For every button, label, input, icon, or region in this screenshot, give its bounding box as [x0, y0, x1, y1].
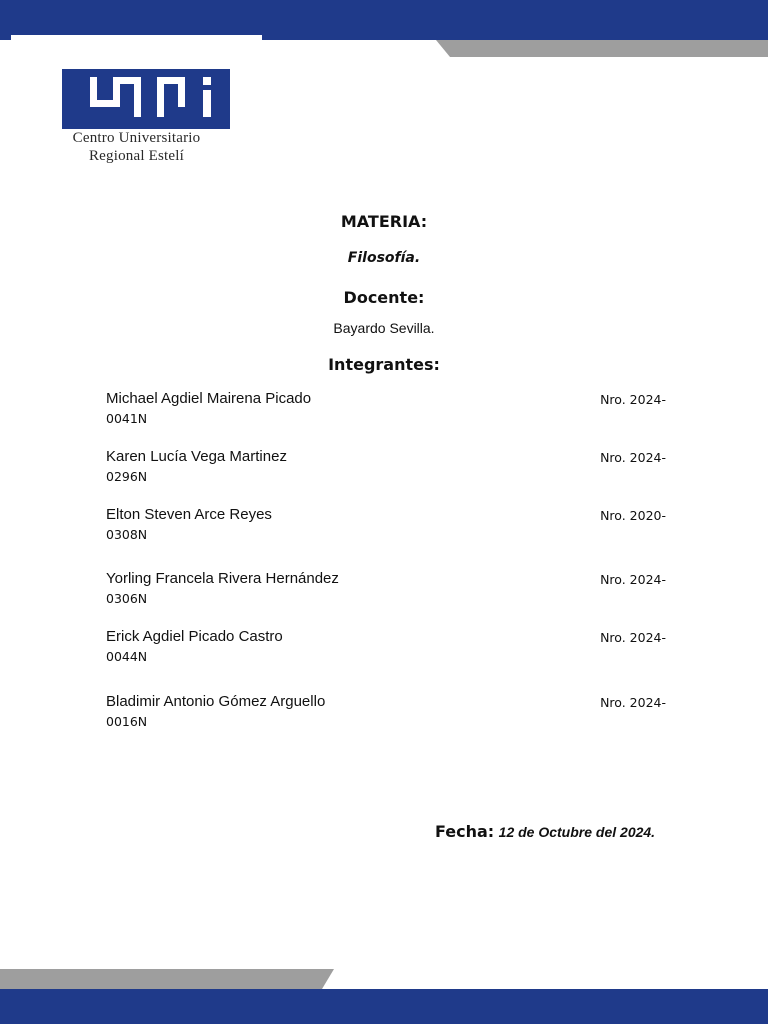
- member-name: Elton Steven Arce Reyes: [106, 506, 272, 523]
- member-name: Bladimir Antonio Gómez Arguello: [106, 693, 326, 710]
- member-name: Michael Agdiel Mairena Picado: [106, 390, 312, 407]
- header-gray-band: [436, 40, 768, 57]
- university-logo: [11, 35, 262, 195]
- member-row: [106, 570, 668, 610]
- footer-gray-band: [0, 969, 334, 989]
- member-name: Erick Agdiel Picado Castro: [106, 628, 283, 645]
- unan-logo-icon: [62, 69, 230, 129]
- member-number-prefix: Nro. 2024-: [600, 392, 666, 407]
- member-number-prefix: Nro. 2024-: [600, 450, 666, 465]
- member-number-code: 0296N: [106, 469, 148, 484]
- member-row: [106, 448, 668, 488]
- member-number-code: 0041N: [106, 411, 148, 426]
- member-row: [106, 390, 668, 430]
- date-label: Fecha:: [435, 822, 495, 841]
- member-number-prefix: Nro. 2024-: [600, 572, 666, 587]
- member-name: Yorling Francela Rivera Hernández: [106, 570, 339, 587]
- member-number-code: 0044N: [106, 649, 148, 664]
- member-name: Karen Lucía Vega Martinez: [106, 448, 287, 465]
- member-row: [106, 693, 668, 733]
- teacher-heading: Docente:: [343, 288, 425, 307]
- date-line: [435, 822, 655, 842]
- member-row: [106, 628, 668, 668]
- member-row: [106, 506, 668, 546]
- header-blue-band: [0, 0, 768, 40]
- member-number-code: 0308N: [106, 527, 148, 542]
- logo-text-line2: Regional Estelí: [88, 148, 185, 164]
- subject-heading: MATERIA:: [340, 212, 428, 231]
- member-number-code: 0306N: [106, 591, 148, 606]
- member-number-prefix: Nro. 2024-: [600, 695, 666, 710]
- members-heading: Integrantes:: [328, 355, 440, 374]
- footer-blue-band: [0, 989, 768, 1024]
- logo-text-line1: Centro Universitario: [72, 130, 201, 146]
- member-number-prefix: Nro. 2024-: [600, 630, 666, 645]
- date-value: 12 de Octubre del 2024.: [498, 824, 656, 840]
- member-number-prefix: Nro. 2020-: [600, 508, 666, 523]
- teacher-name: Bayardo Sevilla.: [333, 320, 435, 336]
- member-number-code: 0016N: [106, 714, 148, 729]
- subject-value: Filosofía.: [347, 250, 421, 266]
